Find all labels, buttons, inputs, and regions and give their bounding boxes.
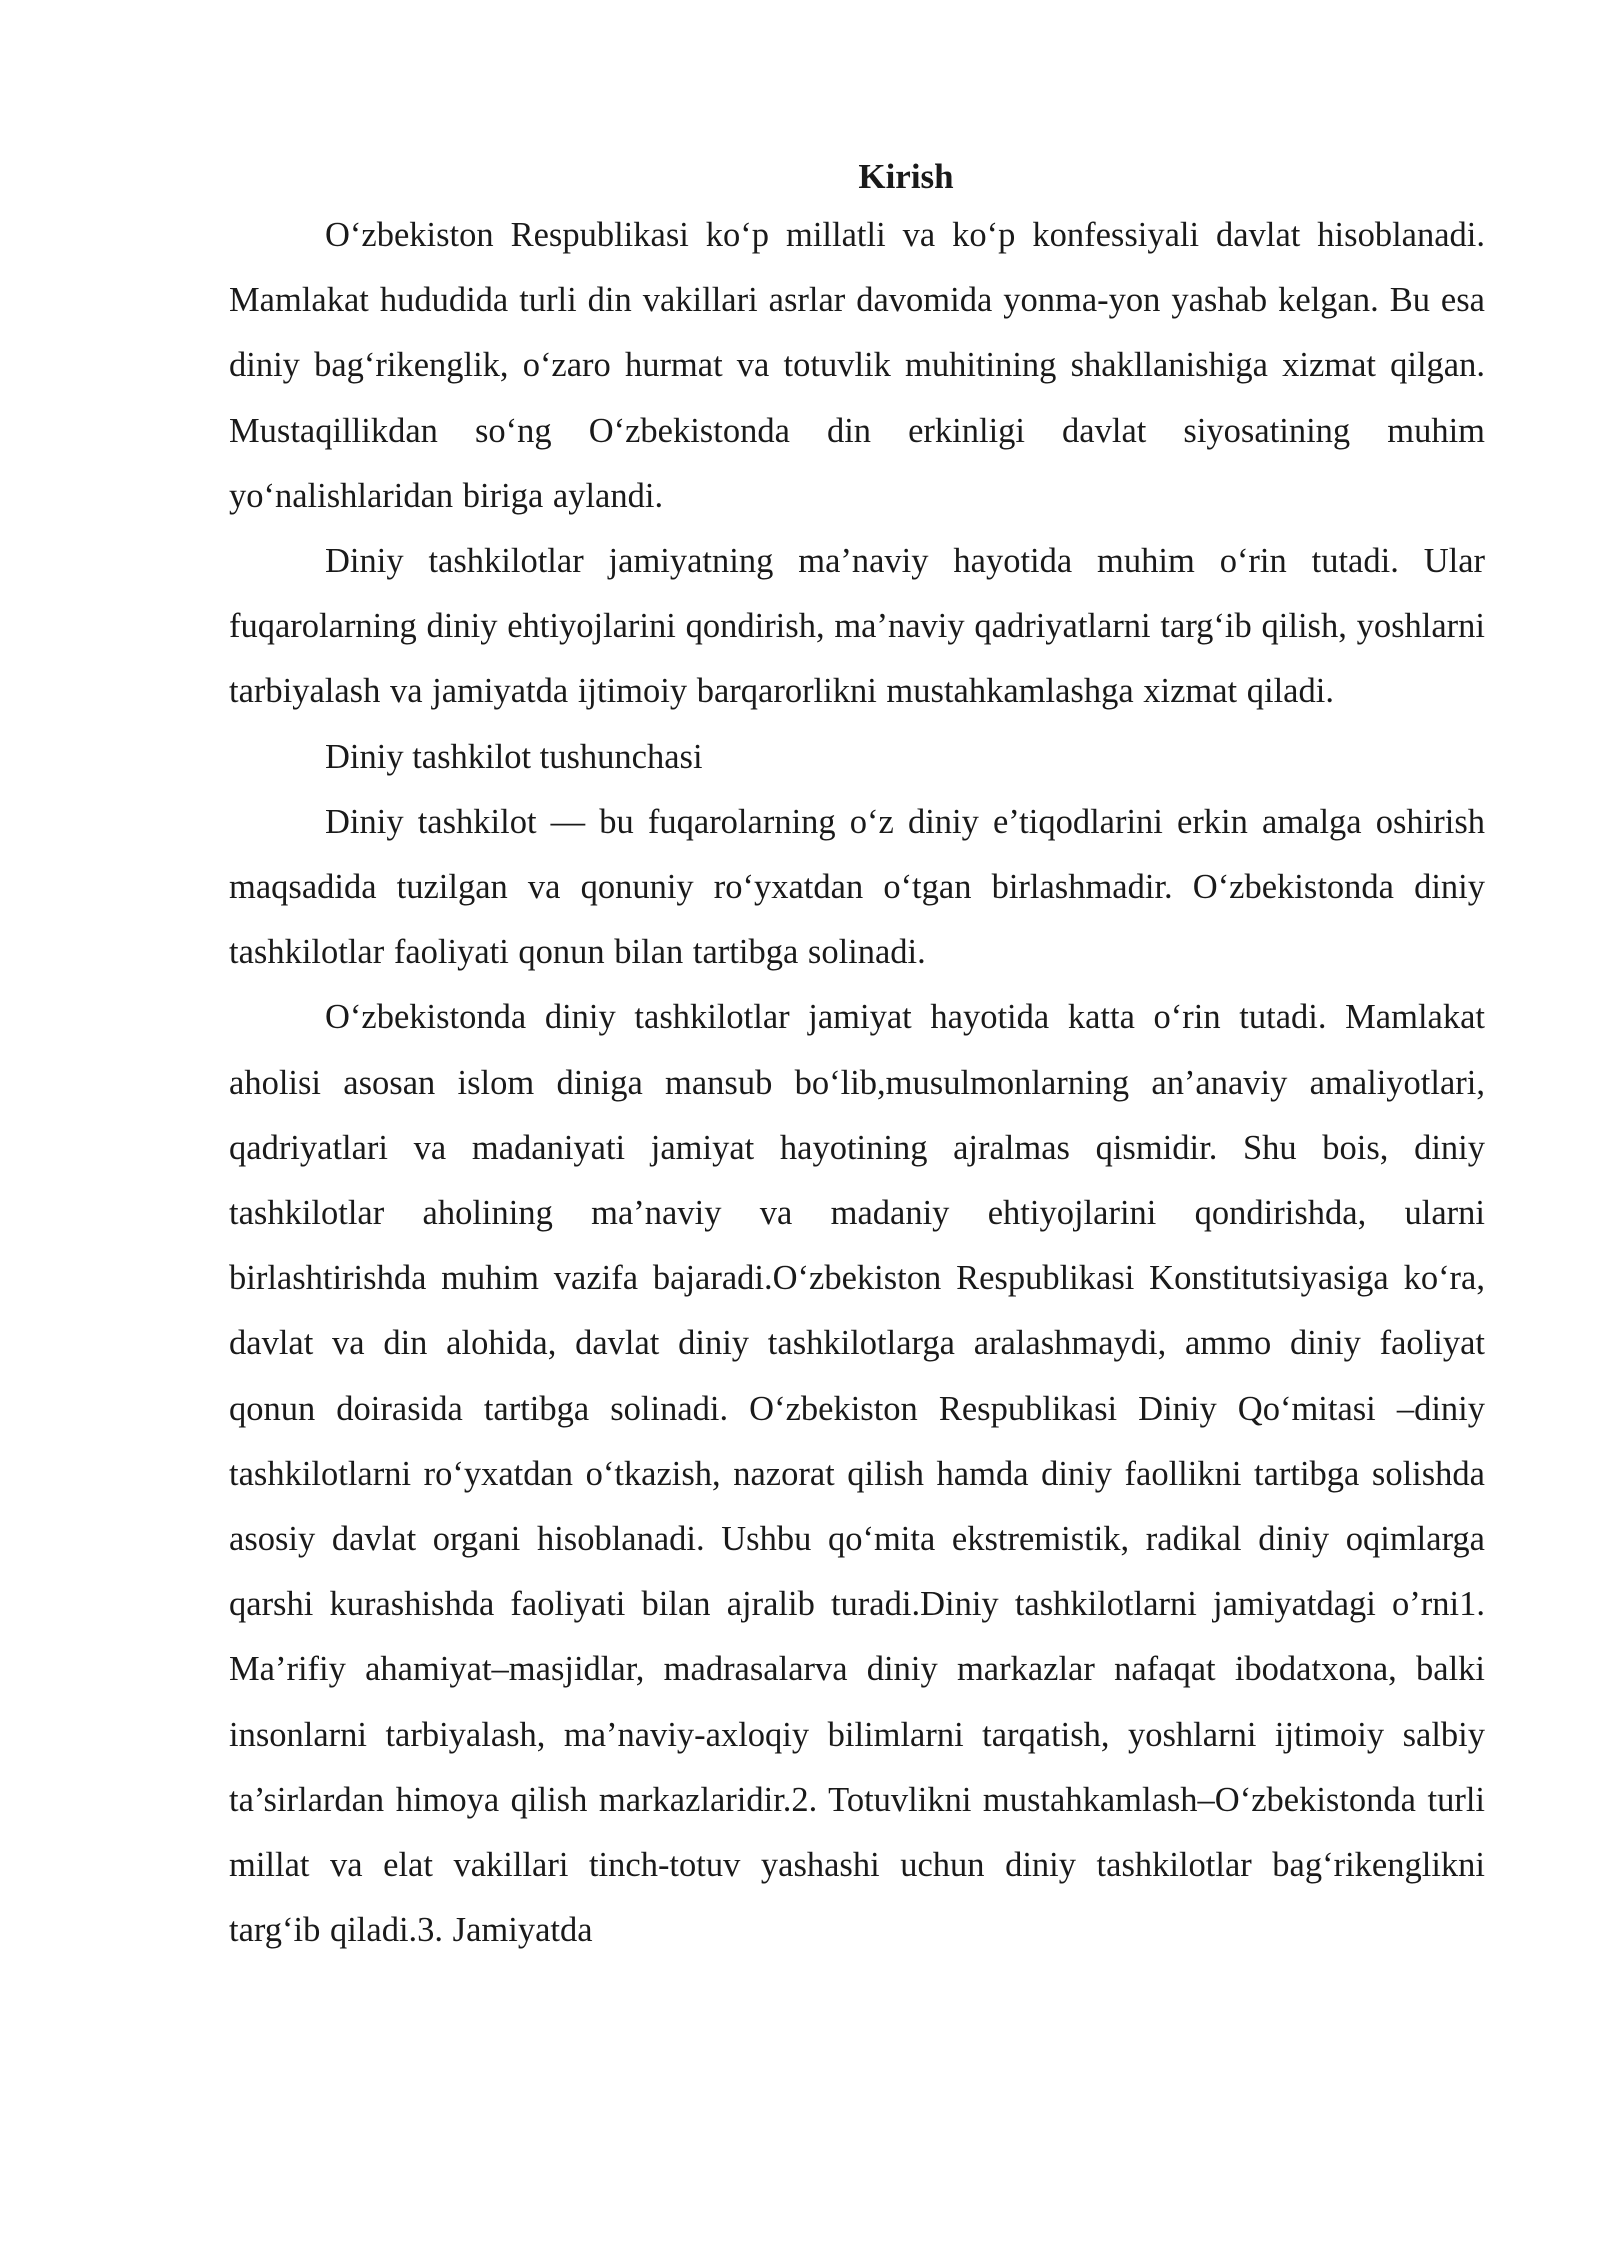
paragraph-religious-organizations-role: Diniy tashkilotlar jamiyatning ma’naviy hayotida muhim o‘rin tutadi. Ular fuqarolarning diniy ehtiyojlarini qondirish, ma’naviy qadriyatlarni targ‘ib qilish, yoshlarni tarbiyalash va jamiyatda ijtimoiy barqarorlikni mustahkamlashga xizmat qiladi. <box>229 542 1485 711</box>
section-heading: Diniy tashkilot tushunchasi <box>325 737 703 776</box>
paragraph-intro: O‘zbekiston Respublikasi ko‘p millatli va ko‘p konfessiyali davlat hisoblanadi. Mamlakat hududida turli din vakillari asrlar davomida yonma-yon yashab kelgan. Bu esa diniy bag‘rikenglik, o‘zaro hurmat va totuvlik muhitining shakllanishiga xizmat qilgan. Mustaqillikdan so‘ng O‘zbekistonda din erkinligi davlat siyosatining muhim yo‘nalishlaridan biriga aylandi. <box>229 216 1485 515</box>
document-body <box>229 150 1485 1963</box>
paragraph-uzbekistan-religious-organizations: O‘zbekistonda diniy tashkilotlar jamiyat hayotida katta o‘rin tutadi. Mamlakat aholisi asosan islom diniga mansub bo‘lib,musulmonlarning an’anaviy amaliyotlari, qadriyatlari va madaniyati jamiyat hayotining ajralmas qismidir. Shu bois, diniy tashkilotlar aholining ma’naviy va madaniy ehtiyojlarini qondirishda, ularni birlashtirishda muhim vazifa bajaradi.O‘zbekiston Respublikasi Konstitutsiyasiga ko‘ra, davlat va din alohida, davlat diniy tashkilotlarga aralashmaydi, ammo diniy faoliyat qonun doirasida tartibga solinadi. O‘zbekiston Respublikasi Diniy Qo‘mitasi –diniy tashkilotlarni ro‘yxatdan o‘tkazish, nazorat qilish hamda diniy faollikni tartibga solishda asosiy davlat organi hisoblanadi. Ushbu qo‘mita ekstremistik, radikal diniy oqimlarga qarshi kurashishda faoliyati bilan ajralib turadi.Diniy tashkilotlarni jamiyatdagi o’rni1. Ma’rifiy ahamiyat–masjidlar, madrasalarva diniy markazlar nafaqat ibodatxona, balki insonlarni tarbiyalash, ma’naviy-axloqiy bilimlarni tarqatish, yoshlarni ijtimoiy salbiy ta’sirlardan himoya qilish markazlaridir.2. Totuvlikni mustahkamlash–O‘zbekistonda turli millat va elat vakillari tinch-totuv yashashi uchun diniy tashkilotlar bag‘rikenglikni targ‘ib qiladi.3. Jamiyatda <box>229 998 1485 1950</box>
paragraph-definition: Diniy tashkilot — bu fuqarolarning o‘z diniy e’tiqodlarini erkin amalga oshirish maqsadida tuzilgan va qonuniy ro‘yxatdan o‘tgan birlashmadir. O‘zbekistonda diniy tashkilotlar faoliyati qonun bilan tartibga solinadi. <box>229 802 1485 972</box>
document-title: Kirish <box>858 157 954 196</box>
